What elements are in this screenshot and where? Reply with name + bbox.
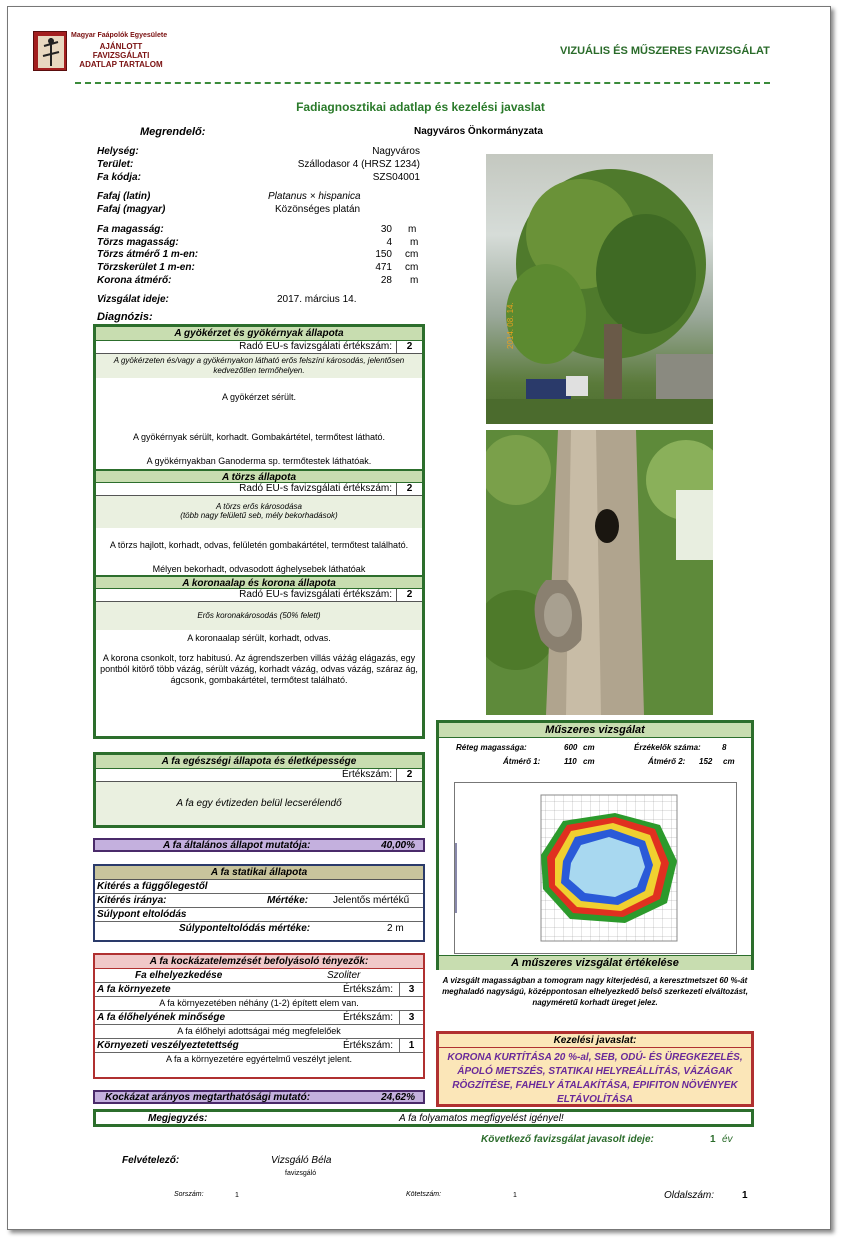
risk-env-text: A fa környezetében néhány (1-2) épített elem van. xyxy=(95,997,423,1011)
kod-value: SZS04001 xyxy=(372,172,420,183)
header-title: VIZUÁLIS ÉS MŰSZERES FAVIZSGÁLAT xyxy=(560,45,770,57)
trunk-summary-2: (több nagy felületű seb, mély bekorhadások) xyxy=(180,511,338,520)
crown-summary: Erős koronakárosodás (50% felett) xyxy=(96,602,422,630)
rating-label: Radó EU-s favizsgálati értékszám: xyxy=(239,341,392,352)
static-row-3: Súlypont eltolódás xyxy=(95,908,423,922)
photo-stamp: 2014. 08. 14. xyxy=(506,302,515,349)
risk-env-label: A fa környezete xyxy=(97,984,171,995)
health-rating: 2 xyxy=(396,769,422,781)
static-title: A fa statikai állapota xyxy=(95,866,423,880)
instrument-params xyxy=(439,738,751,768)
layer-value: 600 xyxy=(564,743,578,752)
risk-hab-text: A fa élőhelyi adottságai még megfelelőek xyxy=(95,1025,423,1039)
d2-label: Átmérő 2: xyxy=(648,757,686,766)
sensors-value: 8 xyxy=(722,743,727,752)
sensors-label: Érzékelők száma: xyxy=(634,743,701,752)
health-text: A fa egy évtizeden belül lecserélendő xyxy=(96,782,422,825)
root-text-1: A gyökérzet sérült. xyxy=(221,392,297,402)
treatment-title: Kezelési javaslat: xyxy=(439,1034,751,1048)
recorder-role: favizsgáló xyxy=(285,1170,317,1177)
trunk-text-2: Mélyen bekorhadt, odvasodott ághelysebek láthatóak xyxy=(152,564,366,574)
date-value: 2017. március 14. xyxy=(277,294,357,305)
measure-label: Törzs magasság: xyxy=(97,237,179,248)
health-rating-label: Értékszám: xyxy=(341,769,392,780)
crown-text-2: A korona csonkolt, torz habitusú. Az ágrendszerben villás váżág elágazás, egy pontból kitörő több vázág, sérült vázág, korhadt vázág, odvas vázág, száraz ág, ágcsonk, gombakártétel, termőtest található. xyxy=(100,653,418,685)
page-value: 1 xyxy=(742,1190,748,1201)
instrument-title: Műszeres vizsgálat xyxy=(439,723,751,738)
score-label: Értékszám: xyxy=(343,1040,394,1051)
risk-index-bar xyxy=(93,1090,425,1104)
measure-label: Törzs átmérő 1 m-en: xyxy=(97,249,199,260)
static-shift-value: 2 m xyxy=(387,923,404,934)
header-divider xyxy=(75,82,770,84)
risk-block xyxy=(93,953,425,1079)
risk-danger-text: A fa a környezetére egyértelmű veszélyt jelent. xyxy=(165,1054,353,1064)
kod-label: Fa kódja: xyxy=(97,172,141,183)
d1-label: Átmérő 1: xyxy=(503,757,541,766)
evaluation-title: A műszeres vizsgálat értékelése xyxy=(439,955,751,970)
trunk-rating-row xyxy=(96,483,422,496)
note-block xyxy=(93,1109,754,1127)
d2-value: 152 xyxy=(699,757,713,766)
health-block xyxy=(93,752,425,828)
next-value: 1 xyxy=(710,1134,716,1145)
date-label: Vizsgálat ideje: xyxy=(97,294,169,305)
next-label: Következő favizsgálat javasolt ideje: xyxy=(481,1134,654,1145)
d1-value: 110 xyxy=(564,757,577,766)
risk-place-value: Szoliter xyxy=(327,970,361,981)
treatment-block xyxy=(436,1031,754,1107)
magyar-value: Közönséges platán xyxy=(275,204,361,215)
risk-place-label: Fa elhelyezkedése xyxy=(135,970,223,981)
measure-value: 4 xyxy=(386,237,392,248)
measure-label: Fa magasság: xyxy=(97,224,164,235)
measure-unit: m xyxy=(410,275,419,286)
logo-line: ADATLAP TARTALOM xyxy=(79,60,163,69)
trunk-rating: 2 xyxy=(396,483,422,495)
trunk-summary-1: A törzs erős károsodása xyxy=(216,502,302,511)
note-value: A fa folyamatos megfigyelést igényel! xyxy=(399,1113,564,1124)
volume-label: Kötetszám: xyxy=(406,1191,442,1198)
static-row-2 xyxy=(95,894,423,908)
static-shift-label: Súlyponteltolódás mértéke: xyxy=(179,923,311,934)
page-label: Oldalszám: xyxy=(664,1190,715,1201)
measure-unit: cm xyxy=(405,249,419,260)
client-value: Nagyváros Önkormányzata xyxy=(414,126,543,137)
risk-index-value: 24,62% xyxy=(381,1092,415,1103)
latin-label: Fafaj (latin) xyxy=(97,191,151,202)
measure-label: Törzskerület 1 m-en: xyxy=(97,262,195,273)
static-row-4 xyxy=(95,922,423,936)
diagnosis-block xyxy=(93,324,425,739)
score-label: Értékszám: xyxy=(343,1012,394,1023)
risk-hab-label: A fa élőhelyének minősége xyxy=(97,1012,226,1023)
root-text-2: A gyökérnyak sérült, korhadt. Gombakártétel, termőtest látható. xyxy=(132,432,386,442)
crown-text-1: A koronaalap sérült, korhadt, odvas. xyxy=(187,633,331,643)
health-rating-row xyxy=(96,769,422,782)
recorder-name: Vizsgáló Béla xyxy=(271,1155,332,1166)
crown-rating: 2 xyxy=(396,589,422,601)
recorder-label: Felvételező: xyxy=(122,1155,180,1166)
risk-hab-rating: 3 xyxy=(399,1011,423,1024)
d1-unit: cm xyxy=(583,757,595,766)
measure-value: 28 xyxy=(380,275,392,286)
root-rating: 2 xyxy=(396,341,422,353)
risk-title: A fa kockázatelemzését befolyásoló tényezők: xyxy=(95,955,423,969)
risk-danger-label: Környezeti veszélyeztetettség xyxy=(97,1040,239,1051)
risk-danger-rating: 1 xyxy=(399,1039,423,1052)
logo-org: Magyar Faápolók Egyesülete xyxy=(71,32,168,39)
diagnosis-label: Diagnózis: xyxy=(97,311,153,323)
rating-label: Radó EU-s favizsgálati értékszám: xyxy=(239,483,392,494)
risk-danger-row xyxy=(95,1039,423,1053)
measure-value: 30 xyxy=(380,224,392,235)
root-summary: A gyökérzeten és/vagy a gyökérnyakon látható erős felszíni károsodás, jelentősen kedvezőtlen termőhelyen. xyxy=(96,354,422,378)
helyseg-value: Nagyváros xyxy=(372,146,420,157)
client-label: Megrendelő: xyxy=(140,126,206,138)
crown-title: A koronaalap és korona állapota xyxy=(96,575,422,589)
general-index-value: 40,00% xyxy=(381,840,415,851)
score-label: Értékszám: xyxy=(343,984,394,995)
trunk-summary xyxy=(96,496,422,528)
serial-value: 1 xyxy=(235,1192,239,1199)
rating-label: Radó EU-s favizsgálati értékszám: xyxy=(239,589,392,600)
measure-unit: m xyxy=(408,224,417,235)
layer-label: Réteg magassága: xyxy=(456,743,527,752)
instrument-block xyxy=(436,720,754,970)
risk-hab-row xyxy=(95,1011,423,1025)
static-measure-value: Jelentős mértékű xyxy=(333,895,410,906)
tree-photo-crown xyxy=(486,154,713,424)
d2-unit: cm xyxy=(723,757,735,766)
risk-place-row xyxy=(95,969,423,983)
note-label: Megjegyzés: xyxy=(148,1113,208,1124)
page-title: Fadiagnosztikai adatlap és kezelési javaslat xyxy=(296,100,545,114)
tree-photo-trunk xyxy=(486,430,713,715)
risk-env-rating: 3 xyxy=(399,983,423,996)
latin-value: Platanus × hispanica xyxy=(268,191,361,202)
general-index-label: A fa általános állapot mutatója: xyxy=(163,840,311,851)
measure-value: 471 xyxy=(375,262,392,273)
static-dir-label: Kitérés iránya: xyxy=(97,895,167,906)
health-title: A fa egészségi állapota és életképessége xyxy=(96,755,422,769)
risk-env-row xyxy=(95,983,423,997)
helyseg-label: Helység: xyxy=(97,146,139,157)
next-unit: év xyxy=(722,1134,733,1145)
tomogram-image xyxy=(454,782,737,954)
crown-rating-row xyxy=(96,589,422,602)
root-rating-row xyxy=(96,341,422,354)
static-measure-label: Mértéke: xyxy=(267,895,309,906)
terulet-label: Terület: xyxy=(97,159,134,170)
serial-label: Sorszám: xyxy=(174,1191,204,1198)
general-index-bar xyxy=(93,838,425,852)
root-text-3: A gyökérnyakban Ganoderma sp. termőtestek láthatóak. xyxy=(146,456,372,466)
measure-unit: cm xyxy=(405,262,419,273)
layer-unit: cm xyxy=(583,743,595,752)
trunk-text-1: A törzs hajlott, korhadt, odvas, felületén gombakártétel, termőtest található. xyxy=(109,540,409,550)
logo-line: FAVIZSGÁLATI xyxy=(92,51,150,60)
root-title: A gyökérzet és gyökérnyak állapota xyxy=(96,327,422,341)
logo-icon xyxy=(33,31,67,71)
trunk-title: A törzs állapota xyxy=(96,469,422,483)
risk-index-label: Kockázat arányos megtarthatósági mutató: xyxy=(105,1092,311,1103)
measure-label: Korona átmérő: xyxy=(97,275,172,286)
evaluation-text: A vizsgált magasságban a tomogram nagy kiterjedésű, a keresztmetszet 60 %-át meghaladó nagyságú, középpontosan elhelyezkedő belső szerkezeti elváltozást, nagyméretű korhadt üreget jelez. xyxy=(442,976,748,1007)
volume-value: 1 xyxy=(513,1192,517,1199)
measure-unit: m xyxy=(410,237,419,248)
terulet-value: Szállodasor 4 (HRSZ 1234) xyxy=(297,159,420,170)
magyar-label: Fafaj (magyar) xyxy=(97,204,166,215)
measure-value: 150 xyxy=(375,249,392,260)
logo-line: AJÁNLOTT xyxy=(99,42,143,51)
static-block xyxy=(93,864,425,942)
treatment-text: KORONA KURTÍTÁSA 20 %-al, SEB, ODÚ- ÉS ÜREGKEZELÉS, ÁPOLÓ METSZÉS, STATIKAI HELYREÁLLÍTÁS, VÁZÁGAK RÖGZÍTÉSE, FAHELY ÁTALAKÍTÁSA, EPIFITON NÖVÉNYEK ELTÁVOLÍTÁSA xyxy=(447,1052,743,1105)
static-row-1: Kitérés a függőlegestől xyxy=(95,880,423,894)
